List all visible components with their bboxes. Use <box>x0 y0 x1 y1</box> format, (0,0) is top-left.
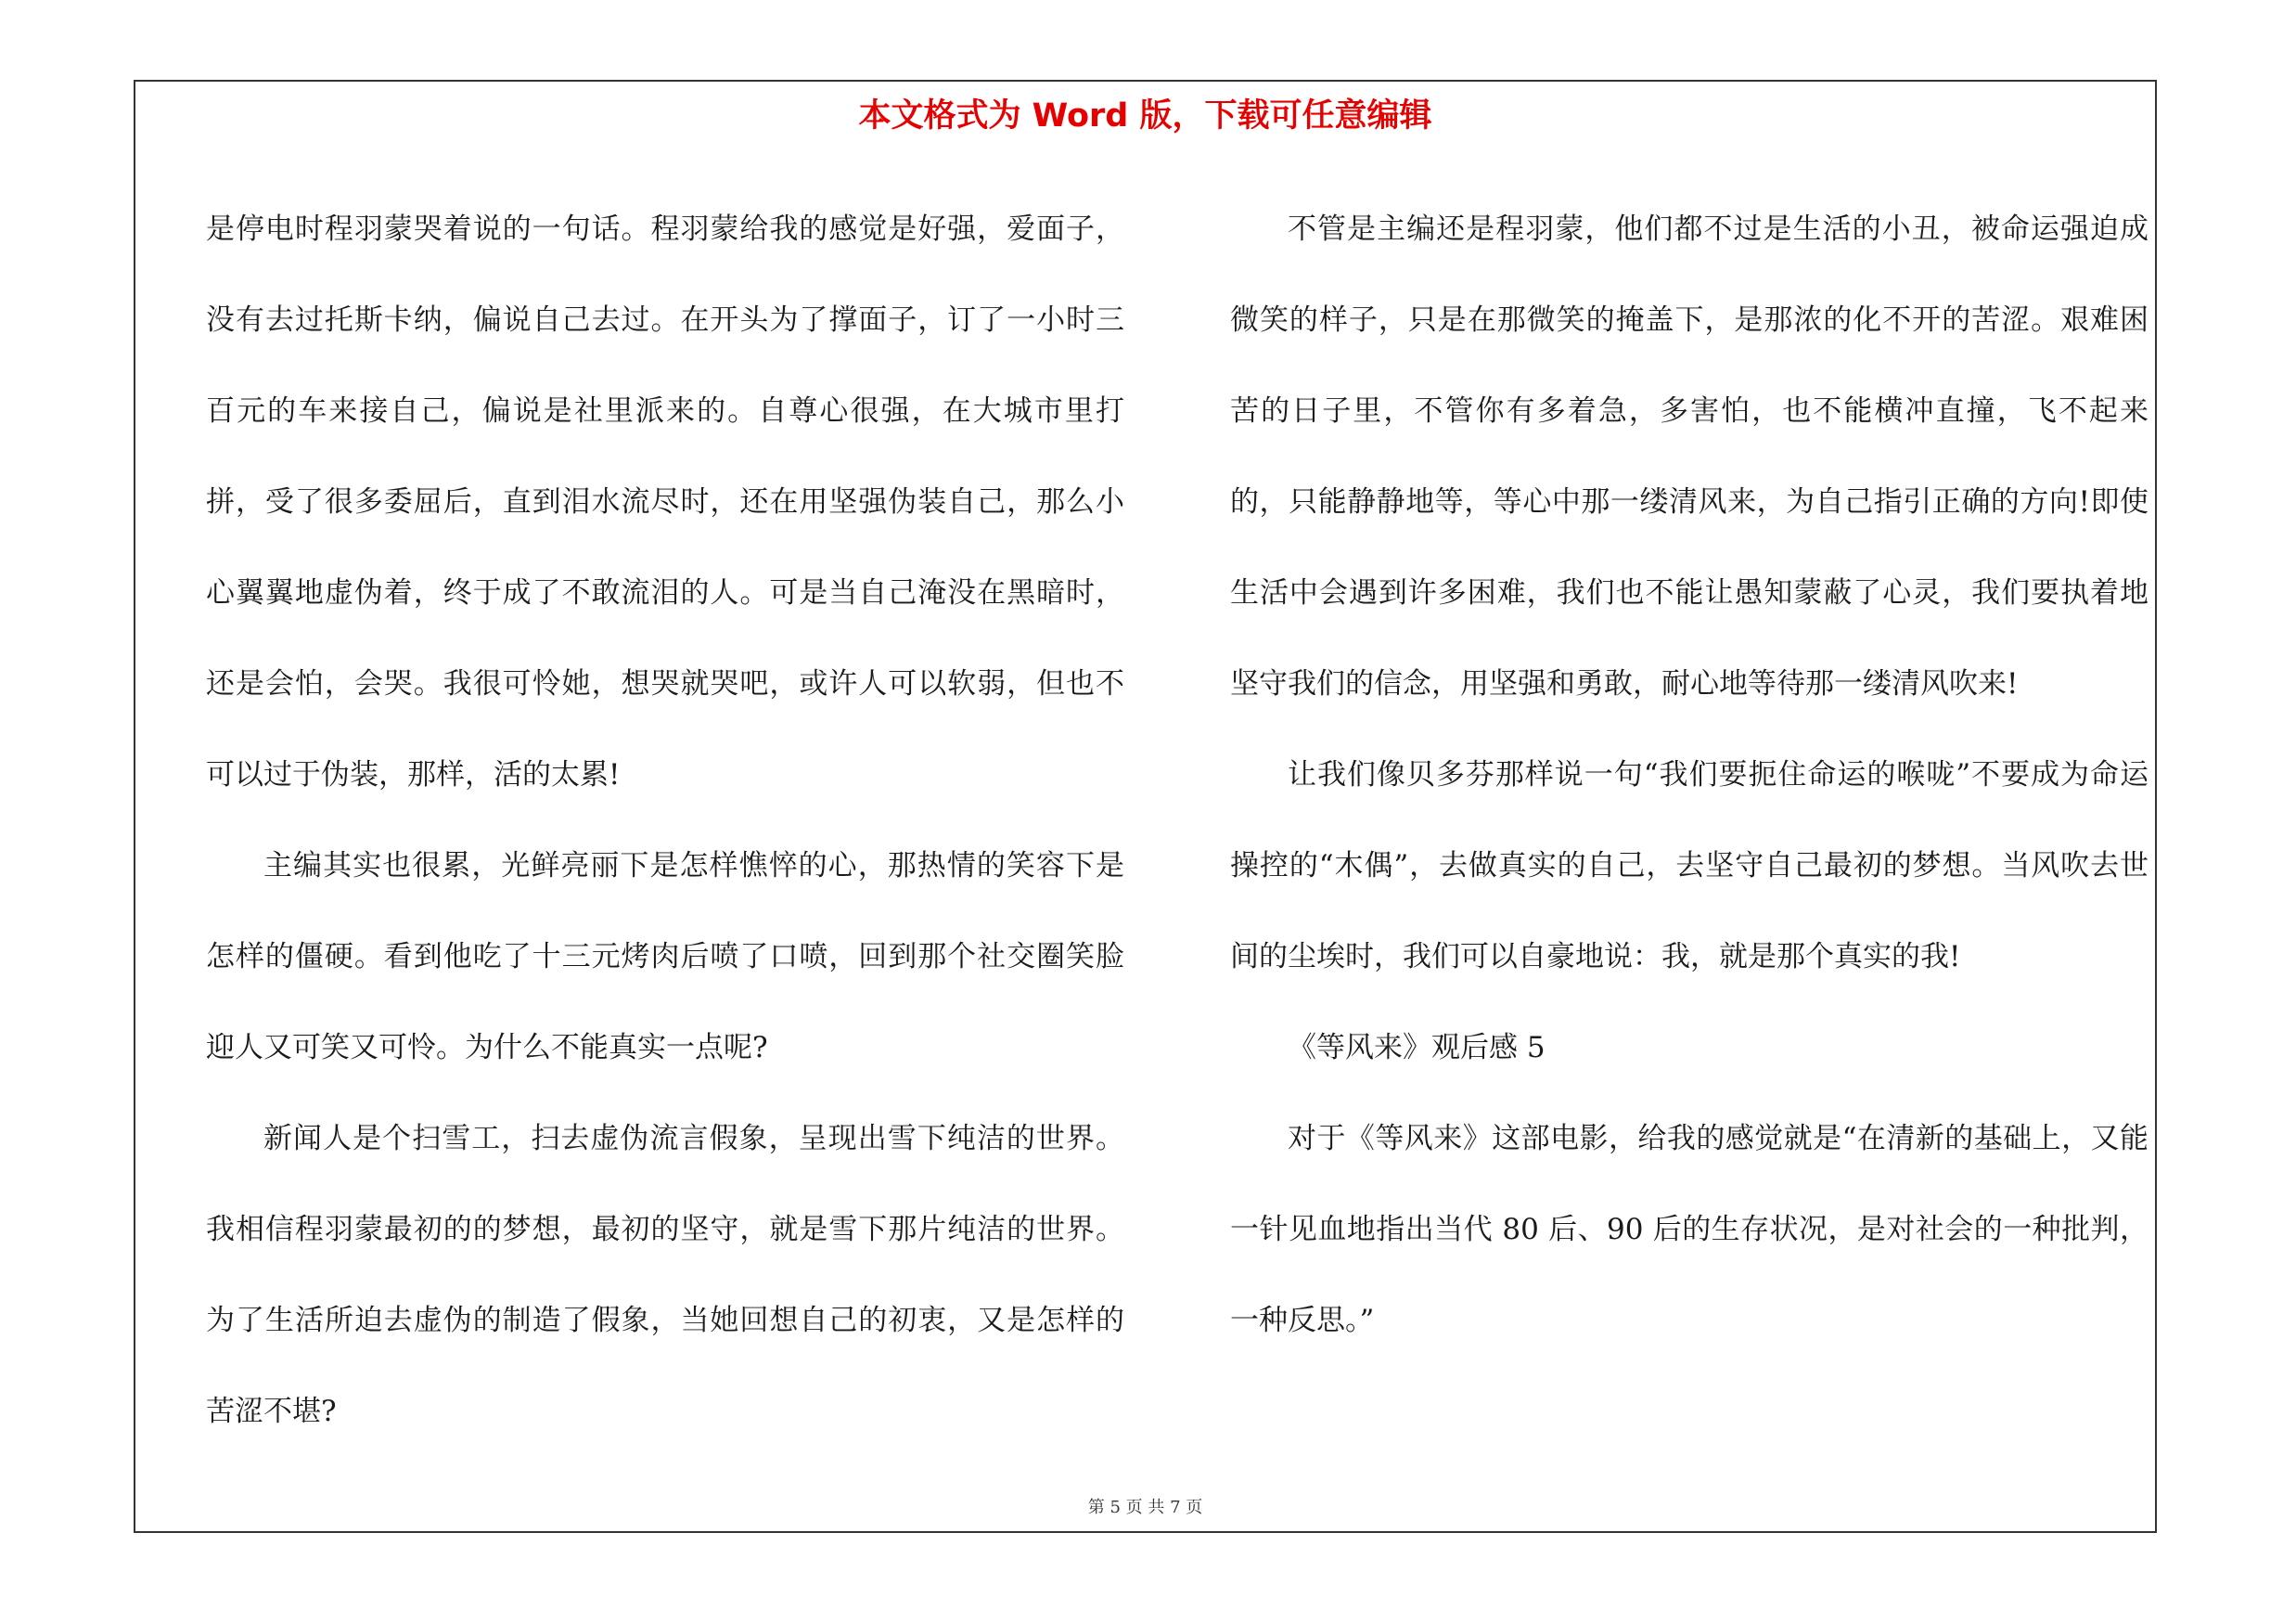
paragraph: 是停电时程羽蒙哭着说的一句话。程羽蒙给我的感觉是好强，爱面子，没有去过托斯卡纳，偏说自己去过。在开头为了撑面子，订了一小时三百元的车来接自己，偏说是社里派来的。自尊心很强，在大城市里打拼，受了很多委屈后，直到泪水流尽时，还在用坚强伪装自己，那么小心翼翼地虚伪着，终于成了不敢流泪的人。可是当自己淹没在黑暗时，还是会怕，会哭。我很可怜她，想哭就哭吧，或许人可以软弱，但也不可以过于伪装，那样，活的太累! <box>206 213 1124 792</box>
paragraph: 让我们像贝多芬那样说一句“我们要扼住命运的喉咙”不要成为命运操控的“木偶”，去做真实的自己，去坚守自己最初的梦想。当风吹去世间的尘埃时，我们可以自豪地说：我，就是那个真实的我! <box>1230 758 2148 973</box>
paragraph: 主编其实也很累，光鲜亮丽下是怎样憔悴的心，那热情的笑容下是怎样的僵硬。看到他吃了十三元烤肉后喷了口喷，回到那个社交圈笑脸迎人又可笑又可怜。为什么不能真实一点呢? <box>206 849 1124 1064</box>
section-heading: 《等风来》观后感 5 <box>1288 1031 1546 1064</box>
left-column <box>206 184 1124 1457</box>
page-number: 第 5 页 共 7 页 <box>1087 1498 1203 1517</box>
paragraph: 新闻人是个扫雪工，扫去虚伪流言假象，呈现出雪下纯洁的世界。我相信程羽蒙最初的的梦想，最初的坚守，就是雪下那片纯洁的世界。为了生活所迫去虚伪的制造了假象，当她回想自己的初衷，又是怎样的苦涩不堪? <box>206 1122 1124 1428</box>
paragraph: 不管是主编还是程羽蒙，他们都不过是生活的小丑，被命运强迫成微笑的样子，只是在那微笑的掩盖下，是那浓的化不开的苦涩。艰难困苦的日子里，不管你有多着急，多害怕，也不能横冲直撞，飞不起来的，只能静静地等，等心中那一缕清风来，为自己指引正确的方向!即使生活中会遇到许多困难，我们也不能让愚知蒙蔽了心灵，我们要执着地坚守我们的信念，用坚强和勇敢，耐心地等待那一缕清风吹来! <box>1230 213 2148 701</box>
page-frame <box>134 80 2157 1533</box>
paragraph: 对于《等风来》这部电影，给我的感觉就是“在清新的基础上，又能一针见血地指出当代 80 后、90 后的生存状况，是对社会的一种批判，一种反思。” <box>1230 1122 2148 1337</box>
format-banner: 本文格式为 Word 版，下载可任意编辑 <box>858 97 1432 135</box>
right-column <box>1230 184 2148 1366</box>
